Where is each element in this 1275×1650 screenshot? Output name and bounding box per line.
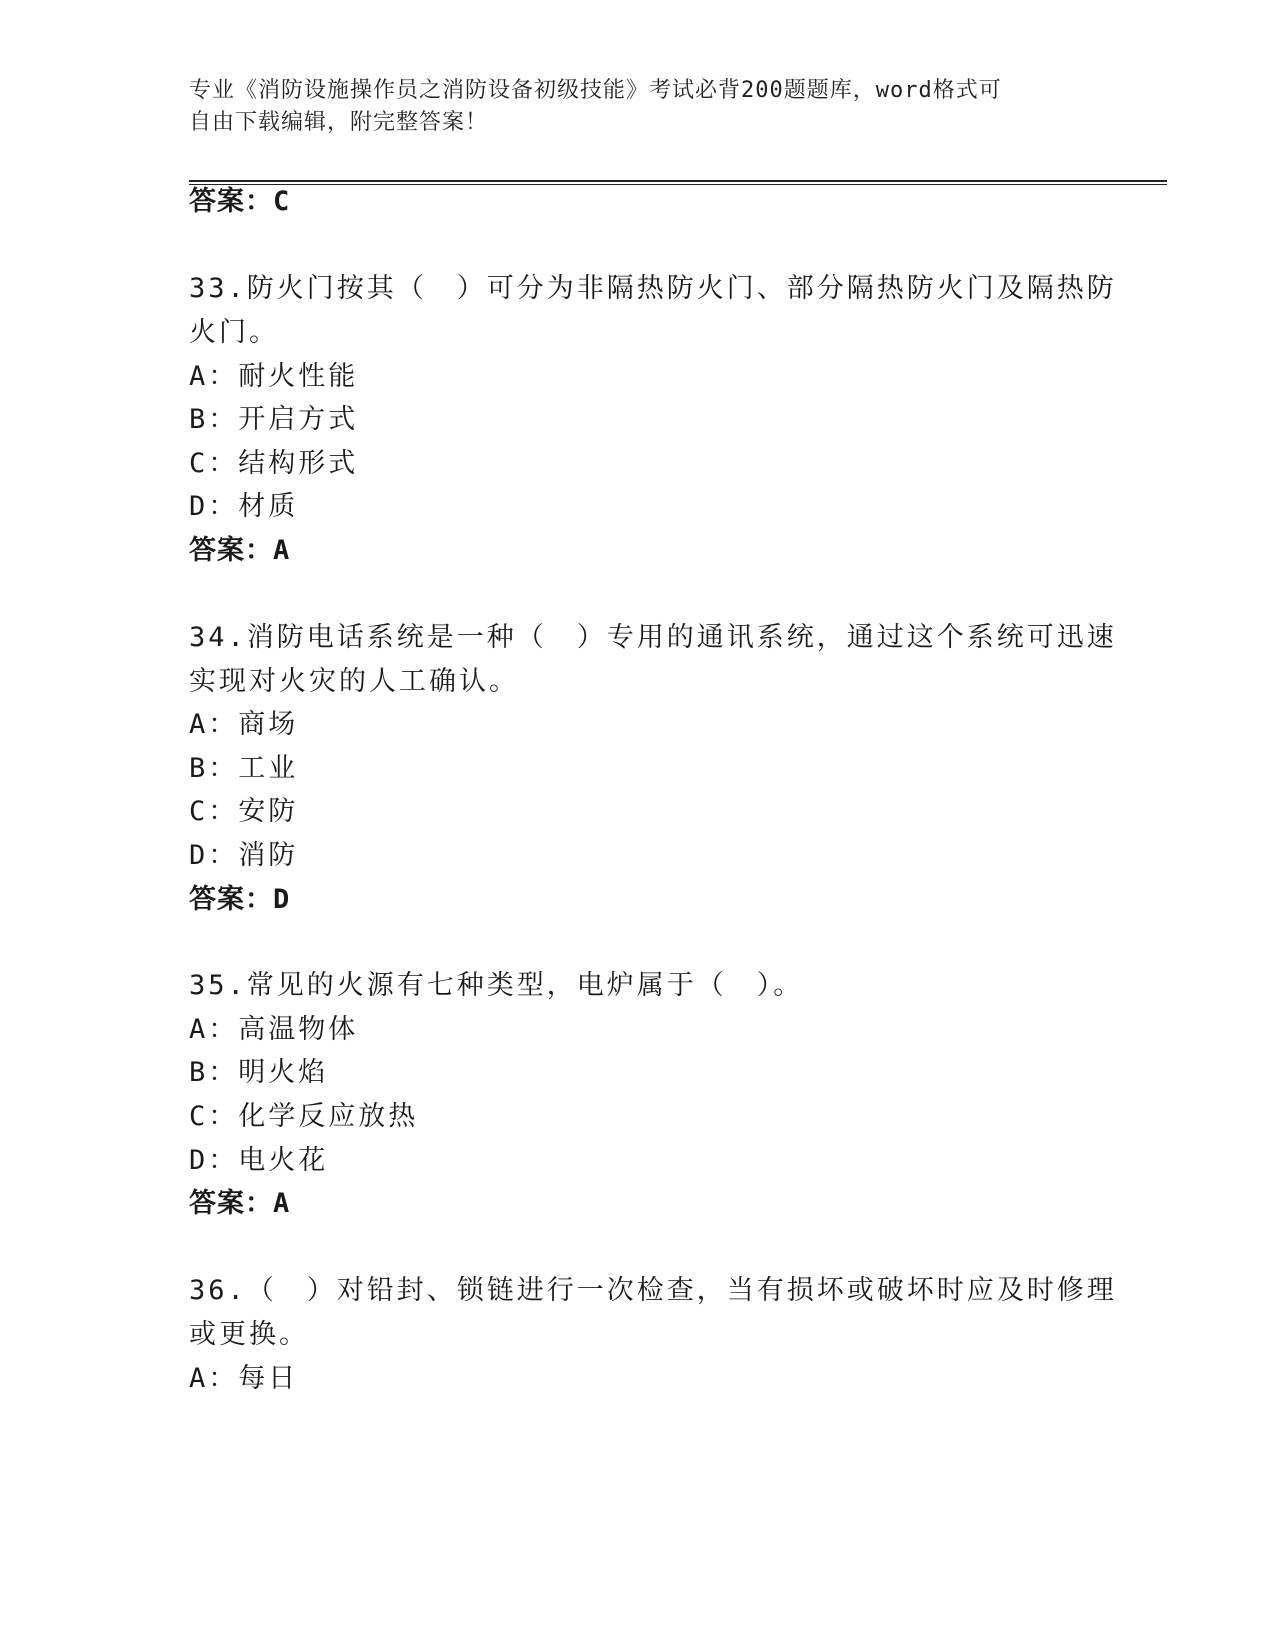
question-35-option-a: A：高温物体 [189, 1014, 359, 1045]
header-divider [189, 180, 1167, 185]
question-34-answer: 答案：D [189, 884, 291, 915]
document-header [189, 75, 1069, 139]
question-33-option-a: A：耐火性能 [189, 361, 359, 392]
question-33-option-d: D：材质 [189, 491, 299, 522]
question-35-stem-line-1: 35.常见的火源有七种类型，电炉属于（ ）。 [189, 970, 804, 1001]
previous-answer: 答案：C [189, 186, 291, 217]
question-35-answer: 答案：A [189, 1188, 291, 1219]
question-34-option-c: C：安防 [189, 796, 299, 827]
question-34-stem-line-2: 实现对火灾的人工确认。 [189, 666, 519, 697]
question-36-stem-line-1: 36.（ ）对铅封、锁链进行一次检查，当有损坏或破坏时应及时修理 [189, 1275, 1117, 1306]
question-33-stem-line-2: 火门。 [189, 317, 279, 348]
question-35-option-c: C：化学反应放热 [189, 1101, 419, 1132]
question-33-option-b: B：开启方式 [189, 404, 359, 435]
question-36-stem-line-2: 或更换。 [189, 1319, 309, 1350]
question-33-option-c: C：结构形式 [189, 448, 359, 479]
question-36-option-a: A：每日 [189, 1363, 299, 1394]
header-line-1: 专业《消防设施操作员之消防设备初级技能》考试必背200题题库，word格式可 [189, 78, 1002, 103]
question-34-option-d: D：消防 [189, 840, 299, 871]
question-33-stem-line-1: 33.防火门按其（ ）可分为非隔热防火门、部分隔热防火门及隔热防 [189, 273, 1117, 304]
question-33-answer: 答案：A [189, 535, 291, 566]
question-35-option-b: B：明火焰 [189, 1057, 329, 1088]
question-34-option-b: B：工业 [189, 753, 299, 784]
question-34-option-a: A：商场 [189, 709, 299, 740]
question-34-stem-line-1: 34.消防电话系统是一种（ ）专用的通讯系统，通过这个系统可迅速 [189, 622, 1117, 653]
header-line-2: 自由下载编辑，附完整答案！ [189, 110, 489, 135]
question-35-option-d: D：电火花 [189, 1145, 329, 1176]
